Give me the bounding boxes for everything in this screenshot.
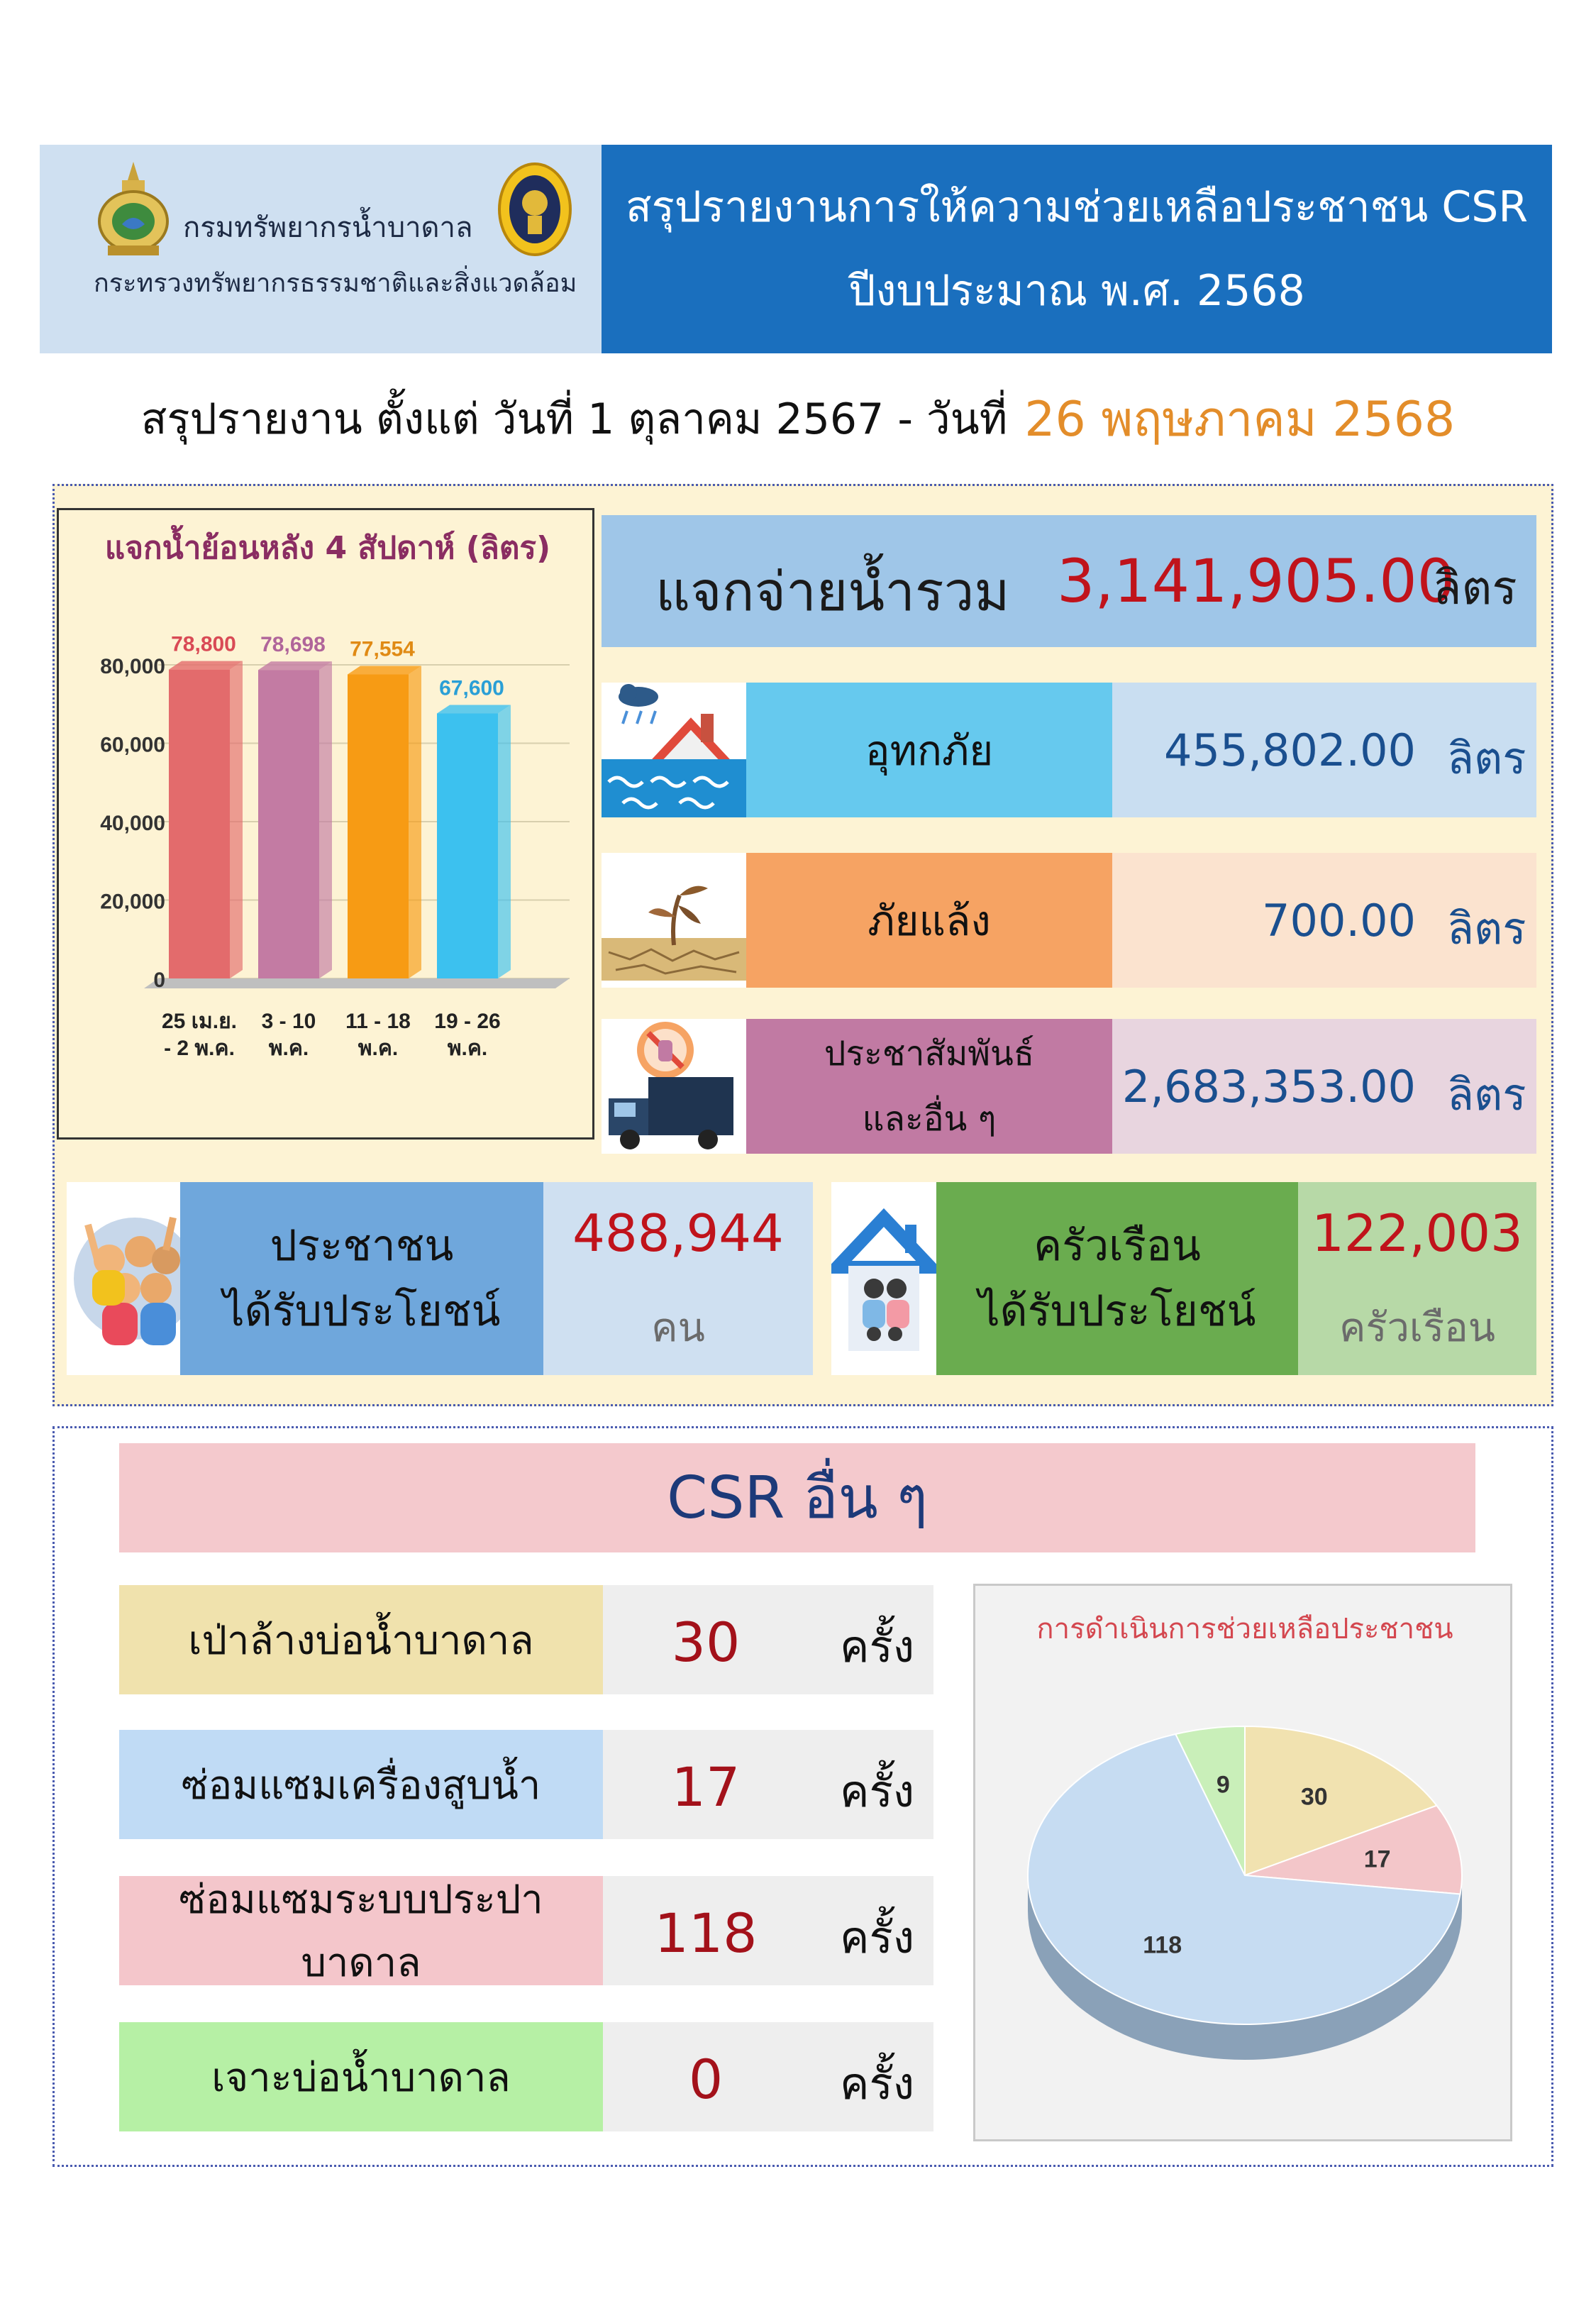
water-total-label: แจกจ่ายน้ำรวม xyxy=(655,560,1010,623)
category-label-drought: ภัยแล้ง xyxy=(746,853,1112,988)
csr-item-unit-well-drilling: ครั้ง xyxy=(840,2058,915,2109)
category-unit-drought: ลิตร xyxy=(1447,903,1526,954)
category-value-pr: 2,683,353.00 xyxy=(1112,1019,1536,1154)
csr-item-label-flushing: เป่าล้างบ่อน้ำบาดาล xyxy=(119,1585,603,1694)
household-benefit-unit: ครัวเรือน xyxy=(1339,1305,1496,1351)
csr-item-value-box-pump-repair xyxy=(603,1730,933,1839)
period-end-date: 26 พฤษภาคม 2568 xyxy=(1024,392,1456,448)
period-prefix: สรุปรายงาน ตั้งแต่ วันที่ 1 ตุลาคม 2567 - วันที่ xyxy=(140,394,1008,444)
csr-item-value-box-flushing xyxy=(603,1585,933,1694)
bar-value-label: 67,600 xyxy=(439,676,504,700)
flood-category-image xyxy=(602,683,746,817)
bar-side xyxy=(409,666,421,978)
water-total-unit: ลิตร xyxy=(1433,561,1517,615)
csr-item-unit-flushing: ครั้ง xyxy=(840,1621,915,1672)
drought-icon xyxy=(602,853,746,988)
department-emblem-icon xyxy=(94,162,173,261)
csr-item-unit-water-system-repair: ครั้ง xyxy=(840,1911,915,1963)
bar-value-label: 77,554 xyxy=(350,637,415,661)
category-value-drought: 700.00 xyxy=(1112,853,1536,988)
csr-item-value-water-system-repair: 118 xyxy=(654,1902,758,1965)
bar xyxy=(169,670,230,978)
csr-item-label-well-drilling: เจาะบ่อน้ำบาดาล xyxy=(119,2022,603,2131)
report-title-line1: สรุปรายงานการให้ความช่วยเหลือประชาชน CSR xyxy=(625,182,1529,232)
assistance-pie-chart xyxy=(975,1586,1514,2144)
x-tick-label: พ.ค. xyxy=(268,1037,309,1060)
csr-item-unit-pump-repair: ครั้ง xyxy=(840,1765,915,1817)
category-label-pr-line2: และอื่น ๆ xyxy=(862,1099,997,1139)
crowd-icon xyxy=(67,1182,180,1375)
category-label-pr xyxy=(746,1019,1112,1154)
people-benefit-label xyxy=(180,1182,543,1375)
household-image xyxy=(831,1182,936,1375)
chart-floor xyxy=(144,978,570,988)
bar xyxy=(348,675,409,978)
bar-side xyxy=(498,705,511,978)
bar xyxy=(258,670,319,978)
weekly-water-chart-panel xyxy=(57,508,594,1140)
y-tick-label: 80,000 xyxy=(100,655,165,678)
csr-item-value-well-drilling: 0 xyxy=(688,2048,724,2111)
pie-slice-label: 30 xyxy=(1300,1783,1328,1811)
x-tick-label: 3 - 10 xyxy=(261,1010,316,1033)
bar-value-label: 78,800 xyxy=(171,632,236,656)
department-name: กรมทรัพยากรน้ำบาดาล xyxy=(183,211,473,244)
weekly-water-bar-chart xyxy=(59,510,597,1142)
csr-item-value-box-water-system-repair xyxy=(603,1876,933,1985)
ministry-name: กระทรวงทรัพยากรธรรมชาติและสิ่งแวดล้อม xyxy=(94,269,577,298)
bar-top xyxy=(258,661,332,670)
people-image xyxy=(67,1182,180,1375)
household-benefit-value-box xyxy=(1298,1182,1536,1375)
bar-top xyxy=(437,705,511,714)
csr-item-value-box-well-drilling xyxy=(603,2022,933,2131)
x-tick-label: 25 เม.ย. xyxy=(162,1010,237,1033)
people-benefit-value: 488,944 xyxy=(572,1203,784,1263)
y-tick-label: 40,000 xyxy=(100,812,165,835)
pie-slice-label: 17 xyxy=(1363,1846,1391,1873)
household-benefit-label-line1: ครัวเรือน xyxy=(1033,1221,1201,1271)
flood-icon xyxy=(602,683,746,817)
bar-value-label: 78,698 xyxy=(260,633,326,657)
household-benefit-value: 122,003 xyxy=(1312,1203,1523,1263)
csr-other-title: CSR อื่น ๆ xyxy=(119,1443,1475,1552)
bar-side xyxy=(319,661,332,978)
bar-side xyxy=(230,661,243,978)
people-benefit-label-line1: ประชาชน xyxy=(270,1221,454,1271)
category-label-flood: อุทกภัย xyxy=(746,683,1112,817)
bar-top xyxy=(348,666,421,675)
category-label-pr-line1: ประชาสัมพันธ์ xyxy=(824,1034,1035,1074)
pie-chart-title: การดำเนินการช่วยเหลือประชาชน xyxy=(1036,1613,1453,1645)
truck-icon xyxy=(602,1019,746,1154)
people-benefit-label-line2: ได้รับประโยชน์ xyxy=(223,1286,501,1336)
y-tick-label: 20,000 xyxy=(100,890,165,914)
pie-slice-label: 118 xyxy=(1143,1931,1182,1959)
csr-item-value-pump-repair: 17 xyxy=(671,1755,741,1819)
x-tick-label: พ.ค. xyxy=(447,1037,488,1060)
category-unit-pr: ลิตร xyxy=(1447,1069,1526,1120)
bar-chart-title: แจกน้ำย้อนหลัง 4 สัปดาห์ (ลิตร) xyxy=(104,530,551,566)
x-tick-label: พ.ค. xyxy=(358,1037,399,1060)
water-total-value: 3,141,905.00 xyxy=(1057,546,1456,616)
people-benefit-unit: คน xyxy=(651,1305,705,1351)
x-tick-label: 19 - 26 xyxy=(434,1010,501,1033)
report-title-line2: ปีงบประมาณ พ.ศ. 2568 xyxy=(848,266,1305,316)
category-unit-flood: ลิตร xyxy=(1447,732,1526,784)
bar xyxy=(437,714,498,978)
x-tick-label: - 2 พ.ค. xyxy=(164,1037,235,1060)
report-period xyxy=(0,380,1596,457)
y-tick-label: 60,000 xyxy=(100,733,165,757)
pie-slice-label: 9 xyxy=(1216,1771,1230,1799)
house-family-icon xyxy=(831,1182,936,1375)
y-tick-label: 0 xyxy=(153,969,165,992)
assistance-pie-chart-panel xyxy=(973,1584,1512,2141)
csr-item-label-water-system-repair: ซ่อมแซมระบบประปาบาดาล xyxy=(119,1876,603,1985)
csr-item-label-pump-repair: ซ่อมแซมเครื่องสูบน้ำ xyxy=(119,1730,603,1839)
ministry-emblem-icon xyxy=(497,160,573,258)
household-benefit-label-line2: ได้รับประโยชน์ xyxy=(978,1286,1256,1336)
csr-item-value-flushing: 30 xyxy=(671,1611,741,1674)
bar-top xyxy=(169,661,243,670)
pr-category-image xyxy=(602,1019,746,1154)
x-tick-label: 11 - 18 xyxy=(345,1010,411,1033)
household-benefit-label xyxy=(936,1182,1298,1375)
people-benefit-value-box xyxy=(543,1182,813,1375)
category-value-flood: 455,802.00 xyxy=(1112,683,1536,817)
report-title-banner xyxy=(602,145,1552,353)
drought-category-image xyxy=(602,853,746,988)
